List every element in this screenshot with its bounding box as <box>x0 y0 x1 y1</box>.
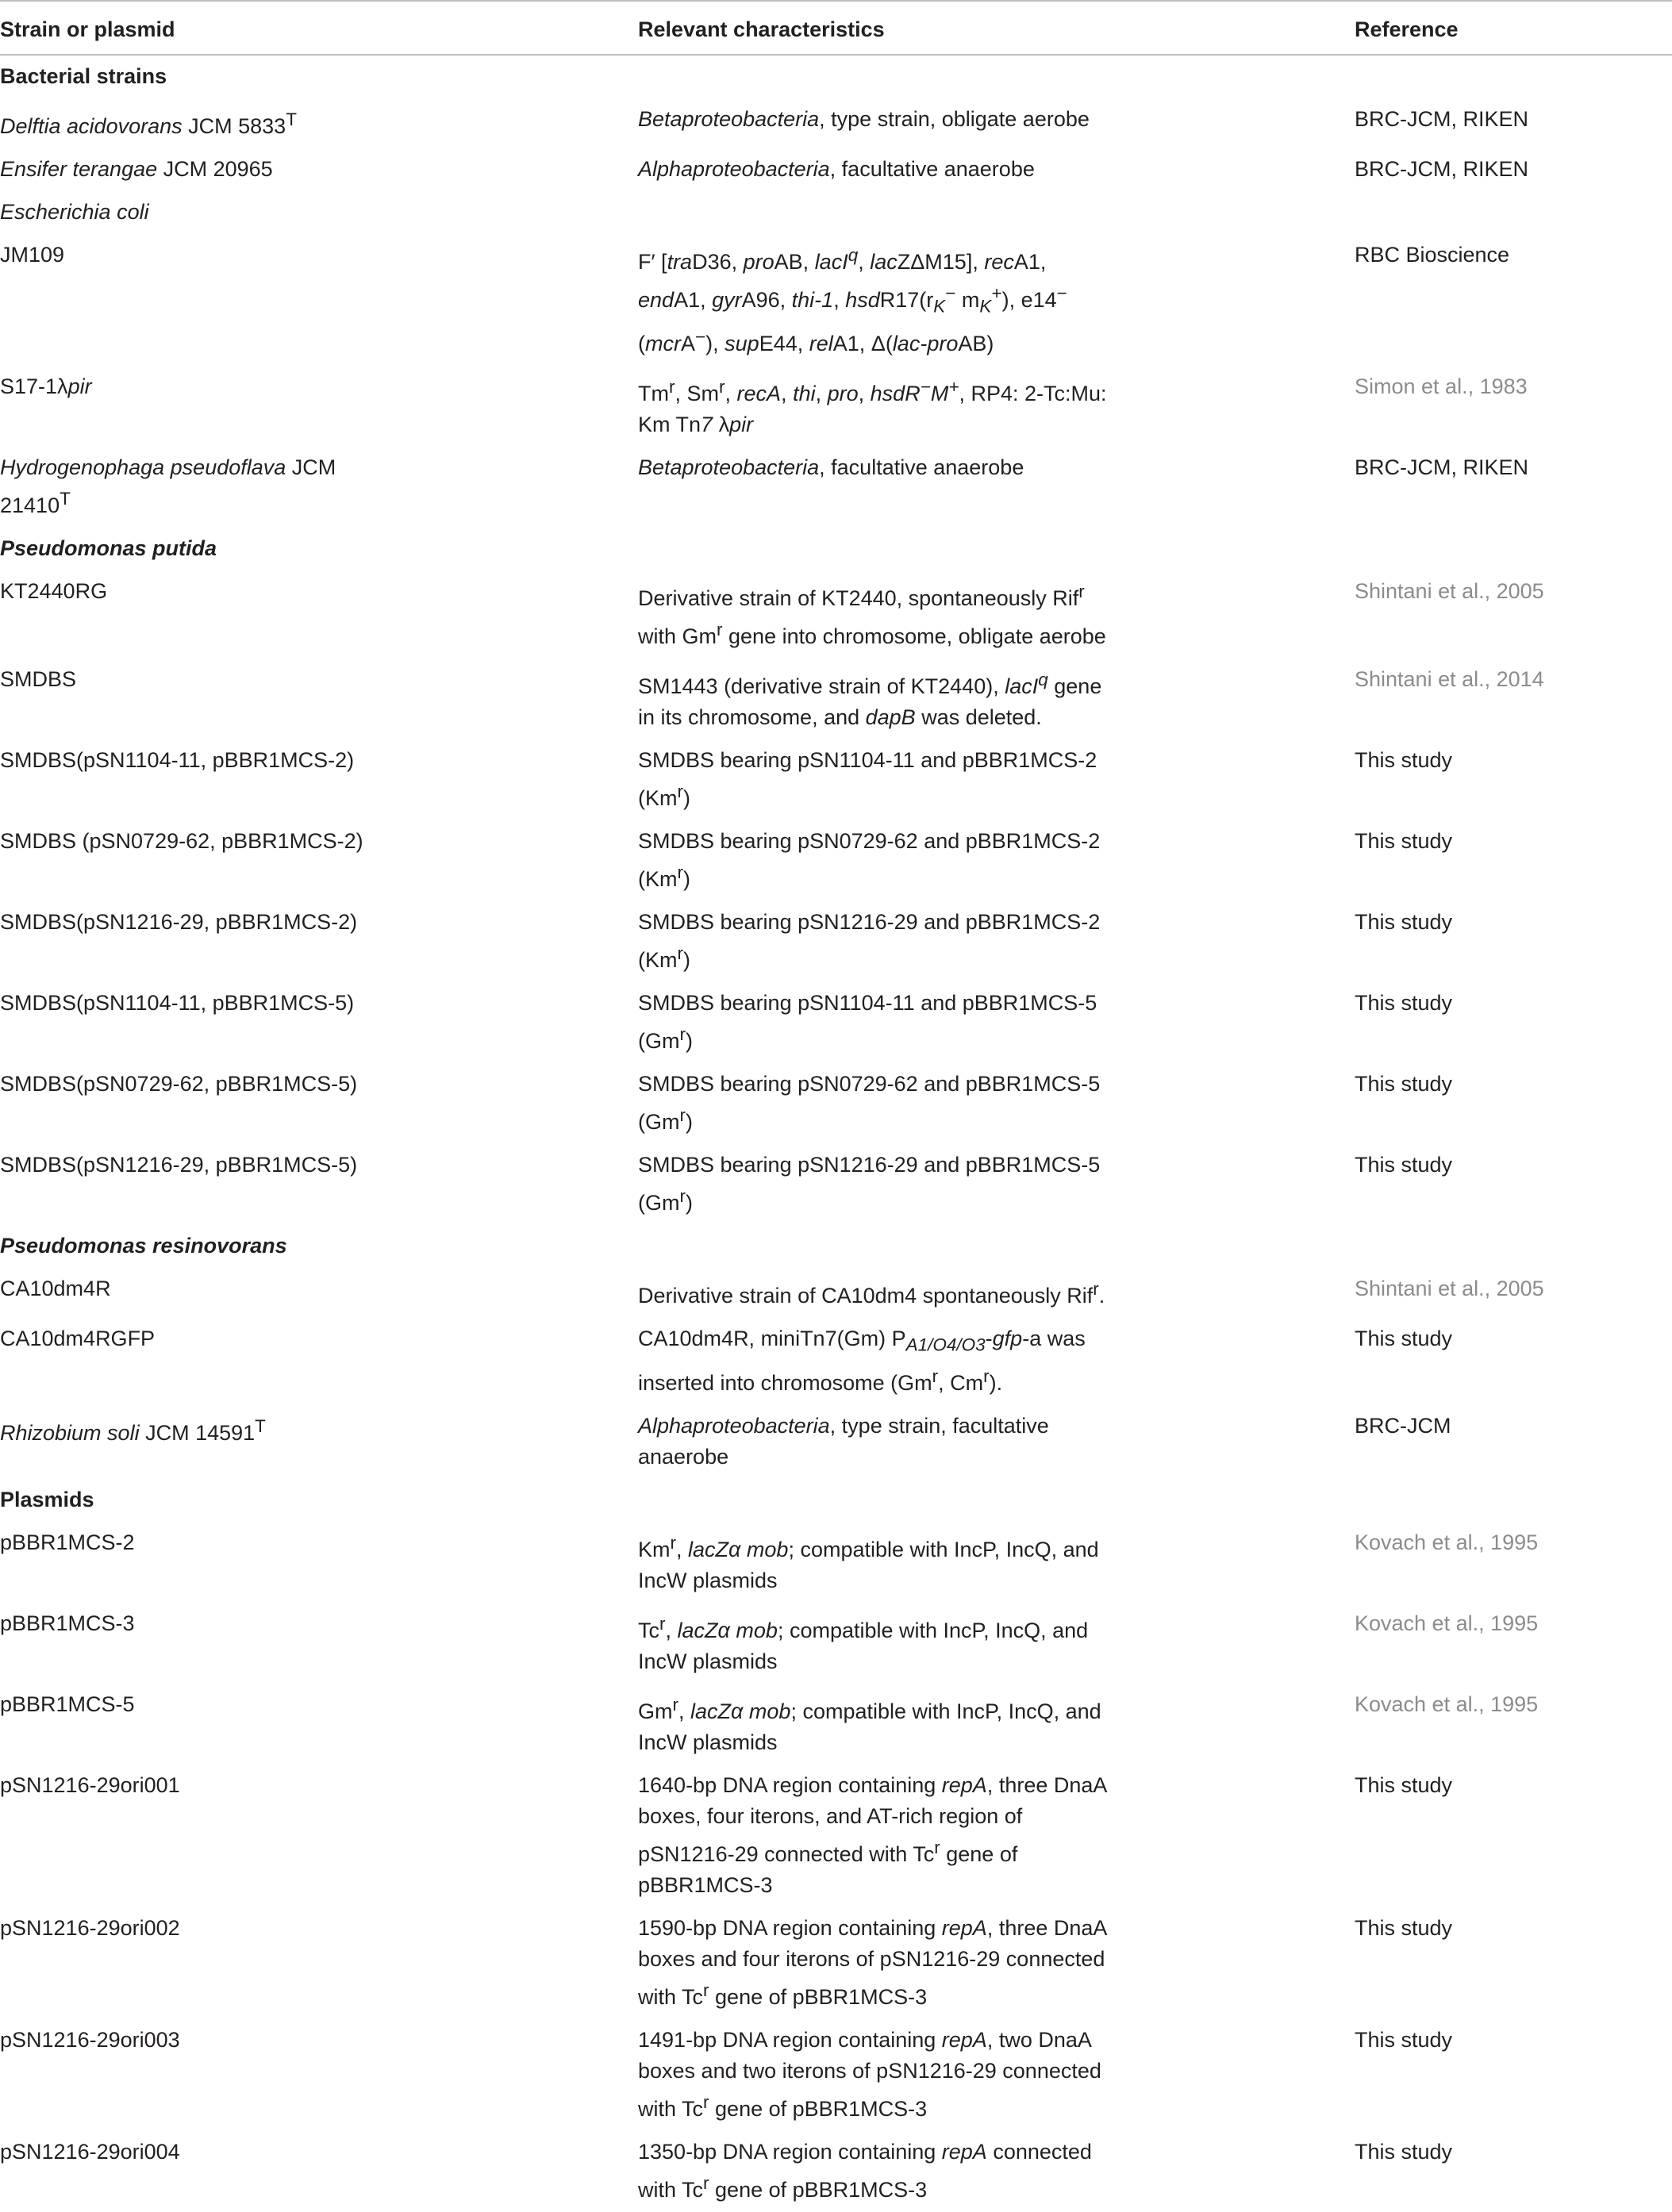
table-row <box>0 1318 1672 1404</box>
characteristics-cell: SM1443 (derivative strain of KT2440), lacI$^q$ gene in its chromosome, and dapB was deleted. <box>638 670 1102 730</box>
characteristics-cell: 1590-bp DNA region containing repA, three DnaA boxes and four iterons of pSN1216-29 connected with Tc$^r$ gene of pBBR1MCS-3 <box>638 1915 1106 2009</box>
strain-cell: pSN1216-29ori003 <box>0 2027 180 2052</box>
table-row <box>0 1405 1672 1479</box>
reference-link[interactable]: Kovach et al., 1995 <box>1355 1611 1539 1635</box>
reference-cell: This study <box>1355 1915 1453 1940</box>
table-row <box>0 820 1672 901</box>
section-heading-row <box>0 1479 1672 1522</box>
table-row <box>0 659 1672 739</box>
header-reference: Reference <box>1355 17 1459 41</box>
strain-cell: pSN1216-29ori004 <box>0 2139 180 2164</box>
reference-cell: BRC-JCM, RIKEN <box>1355 455 1529 480</box>
strain-cell: SMDBS(pSN1104-11, pBBR1MCS-2) <box>0 748 355 773</box>
strain-cell: pBBR1MCS-2 <box>0 1530 135 1554</box>
reference-cell: This study <box>1355 910 1453 935</box>
strain-cell: pSN1216-29ori002 <box>0 1915 180 1940</box>
characteristics-cell: SMDBS bearing pSN1104-11 and pBBR1MCS-5 (Gm$^r$) <box>638 991 1097 1054</box>
reference-cell: BRC-JCM, RIKEN <box>1355 107 1529 131</box>
section-heading-row <box>0 528 1672 570</box>
characteristics-cell: Derivative strain of CA10dm4 spontaneously Rif$^r$. <box>638 1279 1105 1308</box>
reference-cell: This study <box>1355 829 1453 854</box>
reference-link[interactable]: Shintani et al., 2014 <box>1355 667 1544 692</box>
table-row <box>0 98 1672 148</box>
reference-cell: This study <box>1355 748 1453 773</box>
section-title: Plasmids <box>0 1487 94 1511</box>
reference-cell <box>1355 191 1672 203</box>
strain-cell: Ensifer terangae JCM 20965 <box>0 157 273 181</box>
strain-cell: SMDBS(pSN1216-29, pBBR1MCS-5) <box>0 1153 358 1177</box>
section-title: Bacterial strains <box>0 64 167 88</box>
table-row <box>0 901 1672 982</box>
strain-cell: pBBR1MCS-3 <box>0 1611 135 1635</box>
reference-link[interactable]: Simon et al., 1983 <box>1355 374 1528 399</box>
table-row <box>0 1144 1672 1225</box>
characteristics-cell: SMDBS bearing pSN1104-11 and pBBR1MCS-2 (Km$^r$) <box>638 748 1097 811</box>
reference-cell: This study <box>1355 2027 1453 2052</box>
reference-link[interactable]: Kovach et al., 1995 <box>1355 1530 1539 1554</box>
table-row <box>0 234 1672 366</box>
table-row <box>0 191 1672 234</box>
characteristics-cell <box>638 191 1355 203</box>
section-title: Pseudomonas putida <box>0 536 217 561</box>
characteristics-cell: 1491-bp DNA region containing repA, two DnaA boxes and two iterons of pSN1216-29 connected with Tc$^r$ gene of pBBR1MCS-3 <box>638 2027 1101 2121</box>
table-row <box>0 447 1672 528</box>
characteristics-cell: Km$^r$, lacZα mob; compatible with IncP, IncQ, and IncW plasmids <box>638 1532 1099 1592</box>
characteristics-cell: Tc$^r$, lacZα mob; compatible with IncP, IncQ, and IncW plasmids <box>638 1613 1089 1673</box>
strain-cell: Delftia acidovorans JCM $5833^T$ <box>0 109 297 138</box>
table-row <box>0 2131 1672 2212</box>
reference-link[interactable]: Shintani et al., 2005 <box>1355 579 1544 604</box>
table-row <box>0 570 1672 659</box>
table-row <box>0 1907 1672 2019</box>
strain-cell: JM109 <box>0 243 65 267</box>
reference-cell: BRC-JCM <box>1355 1413 1451 1438</box>
section-heading-row <box>0 1225 1672 1268</box>
reference-cell: This study <box>1355 2139 1453 2164</box>
table-row <box>0 148 1672 191</box>
strain-cell: Rhizobium soli JCM $14591^T$ <box>0 1415 266 1445</box>
reference-cell: This study <box>1355 991 1453 1016</box>
strain-cell: CA10dm4R <box>0 1277 111 1301</box>
table-row <box>0 1063 1672 1144</box>
table-row <box>0 1522 1672 1603</box>
characteristics-cell: 1640-bp DNA region containing repA, three DnaA boxes, four iterons, and AT-rich region of pSN1216-29 connected with Tc$^r$ gene of pBBR1MCS-3 <box>638 1772 1106 1897</box>
section-heading-row <box>0 56 1672 98</box>
characteristics-cell: Alphaproteobacteria, facultative anaerobe <box>638 157 1035 181</box>
strain-cell: SMDBS(pSN1216-29, pBBR1MCS-2) <box>0 910 358 935</box>
table-row <box>0 366 1672 447</box>
strain-cell: pSN1216-29ori001 <box>0 1772 180 1797</box>
characteristics-cell: Tm$^r$, Sm$^r$, recA, thi, pro, hsdR−M+, RP4: 2-Tc:Mu: Km Tn7 λpir <box>638 377 1107 437</box>
characteristics-cell: Betaproteobacteria, facultative anaerobe <box>638 455 1024 480</box>
header-characteristics: Relevant characteristics <box>638 17 885 41</box>
characteristics-cell: SMDBS bearing pSN0729-62 and pBBR1MCS-5 (Gm$^r$) <box>638 1072 1101 1135</box>
characteristics-cell: SMDBS bearing pSN1216-29 and pBBR1MCS-2 (Km$^r$) <box>638 910 1101 973</box>
characteristics-cell: Alphaproteobacteria, type strain, facultative anaerobe <box>638 1413 1049 1469</box>
reference-cell: This study <box>1355 1327 1453 1351</box>
table-row <box>0 1684 1672 1765</box>
characteristics-cell: Derivative strain of KT2440, spontaneously Rif$^r$ with Gm$^r$ gene into chromosome, obligate aerobe <box>638 582 1106 649</box>
characteristics-cell: Betaproteobacteria, type strain, obligate aerobe <box>638 107 1090 131</box>
strain-cell: SMDBS <box>0 667 77 692</box>
characteristics-cell: SMDBS bearing pSN1216-29 and pBBR1MCS-5 (Gm$^r$) <box>638 1153 1101 1215</box>
reference-link[interactable]: Shintani et al., 2005 <box>1355 1277 1544 1301</box>
characteristics-cell: Gm$^r$, lacZα mob; compatible with IncP, IncQ, and IncW plasmids <box>638 1694 1101 1754</box>
strain-cell: CA10dm4RGFP <box>0 1327 156 1351</box>
table-body <box>0 56 1672 2212</box>
characteristics-cell: SMDBS bearing pSN0729-62 and pBBR1MCS-2 (Km$^r$) <box>638 829 1101 892</box>
reference-link[interactable]: Kovach et al., 1995 <box>1355 1692 1539 1716</box>
table-row <box>0 2019 1672 2131</box>
reference-cell: This study <box>1355 1072 1453 1096</box>
table-row <box>0 982 1672 1063</box>
strain-cell: SMDBS (pSN0729-62, pBBR1MCS-2) <box>0 829 363 854</box>
strain-cell: Escherichia coli <box>0 200 149 224</box>
strain-cell: Hydrogenophaga pseudoflava JCM $21410^T$ <box>0 455 336 518</box>
reference-cell: This study <box>1355 1153 1453 1177</box>
reference-cell: RBC Bioscience <box>1355 243 1510 267</box>
table-row <box>0 1765 1672 1907</box>
table-row <box>0 739 1672 820</box>
table-row <box>0 1268 1672 1318</box>
reference-cell: This study <box>1355 1772 1453 1797</box>
characteristics-cell: 1350-bp DNA region containing repA connected with Tc$^r$ gene of pBBR1MCS-3 <box>638 2139 1092 2202</box>
strain-cell: S17-1λpir <box>0 374 92 399</box>
section-title: Pseudomonas resinovorans <box>0 1234 287 1258</box>
strain-cell: KT2440RG <box>0 579 108 604</box>
reference-cell: BRC-JCM, RIKEN <box>1355 157 1529 181</box>
strain-cell: SMDBS(pSN1104-11, pBBR1MCS-5) <box>0 991 355 1016</box>
strain-cell: pBBR1MCS-5 <box>0 1692 135 1716</box>
strain-cell: SMDBS(pSN0729-62, pBBR1MCS-5) <box>0 1072 358 1096</box>
table-header <box>0 0 1672 56</box>
table-row <box>0 1603 1672 1684</box>
characteristics-cell: F′ [traD36, proAB, lacI$^q$, lacZΔM15], recA1, endA1, gyrA96, thi-1, $hsdR17(r_K^-$ $m_K^+$), e14− (mcrA−), supE44, relA1, Δ(lac-proAB) <box>638 245 1067 356</box>
characteristics-cell: CA10dm4R, miniTn7(Gm) $P_{A1/O4/O3}-gfp-a$ was inserted into chromosome (Gm$^r$, Cm$^r$). <box>638 1327 1086 1395</box>
header-strain: Strain or plasmid <box>0 17 175 41</box>
